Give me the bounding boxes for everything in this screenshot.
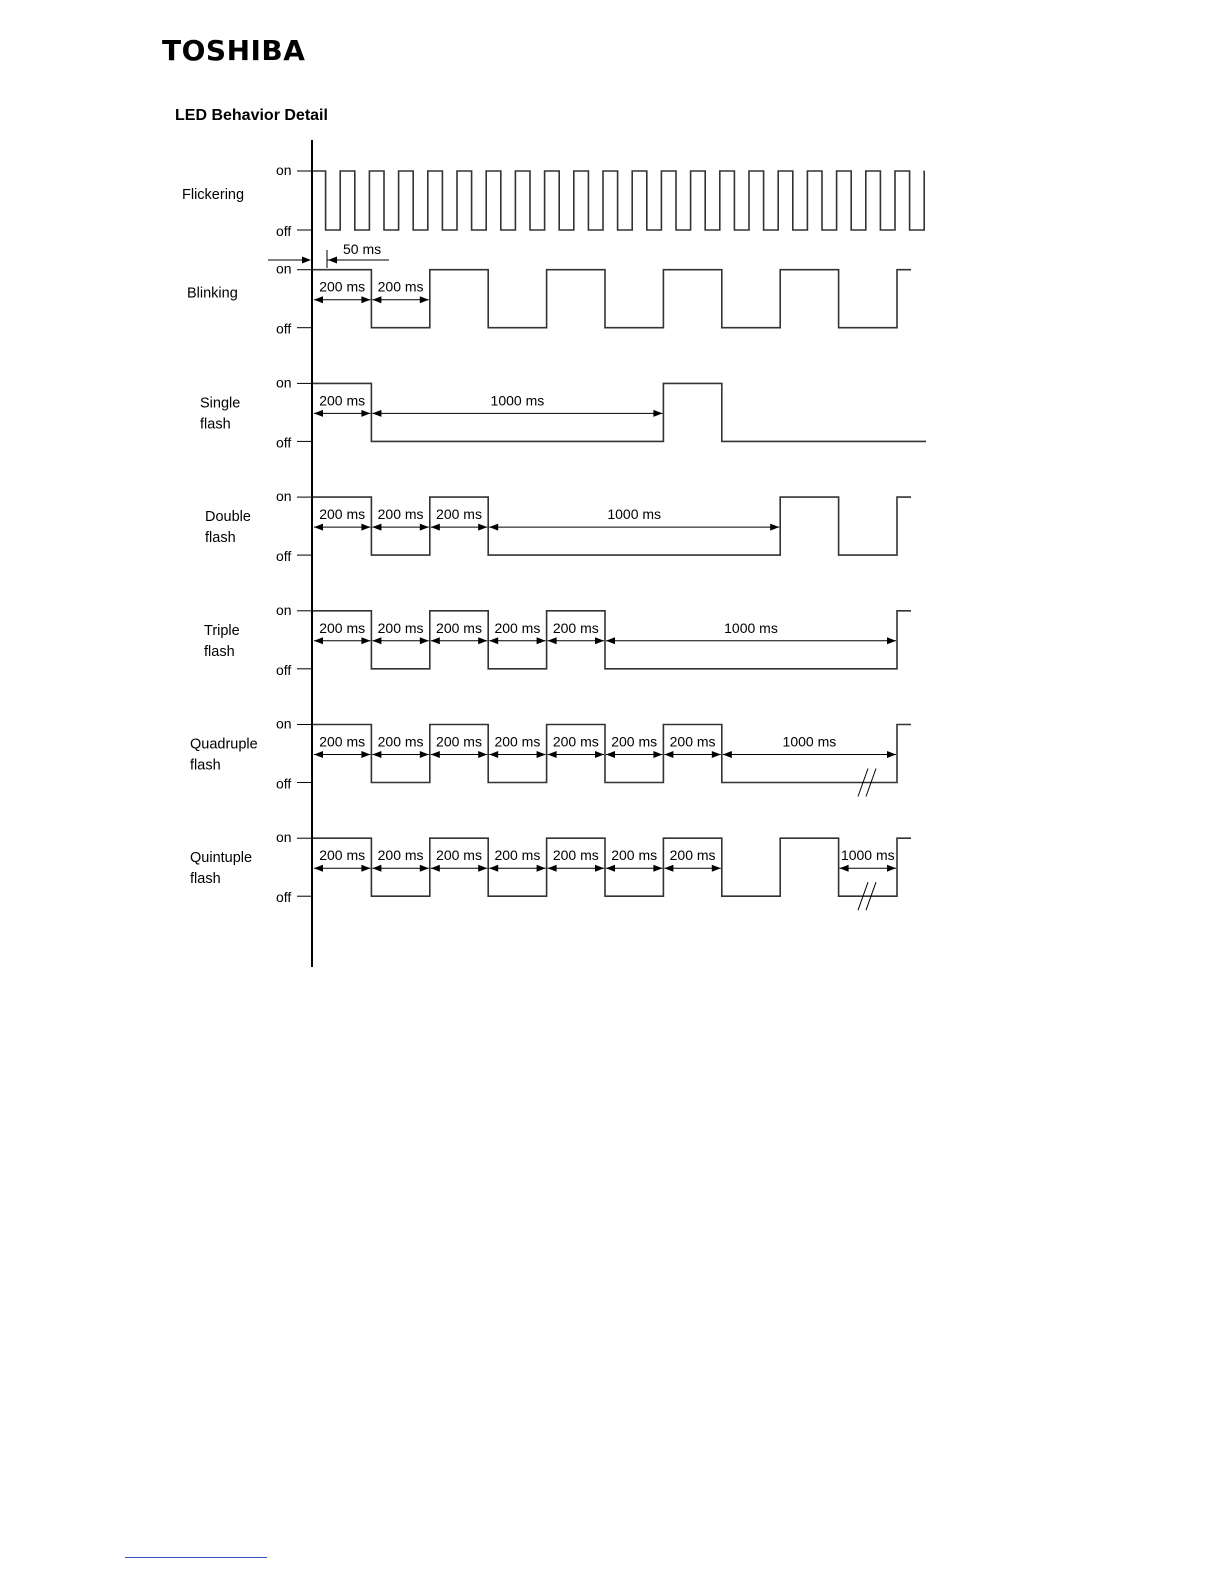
row-label-2: flash xyxy=(204,643,235,660)
waveform-row-7 xyxy=(190,829,911,910)
dim-right-arrowhead xyxy=(712,865,721,872)
dim-left-arrowhead xyxy=(314,637,323,644)
dim-right-arrowhead xyxy=(420,637,429,644)
off-level-label: off xyxy=(276,548,292,565)
dim-right-arrowhead xyxy=(420,296,429,303)
dimension-label: 200 ms xyxy=(377,733,424,750)
dim-right-arrowhead xyxy=(595,865,604,872)
dimension-label: 200 ms xyxy=(494,733,541,750)
dim-right-arrowhead xyxy=(361,865,370,872)
dim-left-arrowhead xyxy=(314,751,323,758)
dimension-label: 200 ms xyxy=(377,278,424,295)
dim-left-arrowhead xyxy=(489,751,498,758)
dim-right-arrowhead xyxy=(887,751,896,758)
dimension-label: 50 ms xyxy=(343,241,382,257)
flicker-dim-right-arrowhead xyxy=(302,257,311,264)
dimension-label: 200 ms xyxy=(319,847,366,864)
dim-left-arrowhead xyxy=(606,637,615,644)
dim-left-arrowhead xyxy=(431,524,440,531)
dim-left-arrowhead xyxy=(548,865,557,872)
dim-right-arrowhead xyxy=(361,296,370,303)
dimension-2 xyxy=(372,392,662,417)
dim-right-arrowhead xyxy=(537,751,546,758)
dim-left-arrowhead xyxy=(372,637,381,644)
row-label-1: Blinking xyxy=(187,285,238,302)
dim-left-arrowhead xyxy=(489,524,498,531)
off-level-label: off xyxy=(276,320,292,337)
dimension-label: 200 ms xyxy=(319,506,366,523)
on-level-label: on xyxy=(276,829,292,846)
dim-right-arrowhead xyxy=(712,751,721,758)
waveform-row-5 xyxy=(204,602,911,678)
dimension-label: 1000 ms xyxy=(840,847,895,864)
toshiba-logo: TOSHIBA xyxy=(162,34,306,67)
dimension-label: 200 ms xyxy=(552,733,599,750)
dim-left-arrowhead xyxy=(548,751,557,758)
dimension-1 xyxy=(314,279,370,304)
dim-left-arrowhead xyxy=(606,865,615,872)
dim-left-arrowhead xyxy=(372,410,381,417)
dim-left-arrowhead xyxy=(372,524,381,531)
dimension-6 xyxy=(606,620,896,645)
off-level-label: off xyxy=(276,223,292,239)
row-label-1: Quadruple xyxy=(190,736,258,753)
dim-right-arrowhead xyxy=(478,524,487,531)
waveform-trace xyxy=(313,171,924,230)
dimension-3 xyxy=(431,847,487,872)
row-label-1: Quintuple xyxy=(190,850,253,867)
dim-right-arrowhead xyxy=(653,410,662,417)
flicker-dim-left-arrowhead xyxy=(328,257,337,264)
dimension-label: 200 ms xyxy=(611,733,658,750)
dimension-1 xyxy=(314,392,370,417)
dim-left-arrowhead xyxy=(431,865,440,872)
dimension-2 xyxy=(372,279,428,304)
dimension-label: 1000 ms xyxy=(724,619,778,636)
dimension-label: 200 ms xyxy=(377,506,424,523)
row-label-2: flash xyxy=(200,416,231,433)
dim-right-arrowhead xyxy=(478,637,487,644)
off-level-label: off xyxy=(276,434,292,451)
dim-right-arrowhead xyxy=(361,524,370,531)
row-label-1: Triple xyxy=(204,622,240,639)
waveform-trace xyxy=(313,383,926,441)
dim-right-arrowhead xyxy=(537,865,546,872)
dim-left-arrowhead xyxy=(372,296,381,303)
dimension-2 xyxy=(372,734,428,759)
dimension-5 xyxy=(548,847,604,872)
dimension-label: 200 ms xyxy=(319,392,366,409)
dimension-6 xyxy=(606,847,662,872)
on-level-label: on xyxy=(276,488,292,505)
waveform-row-1 xyxy=(182,162,924,268)
row-label-1: Single xyxy=(200,395,241,412)
on-level-label: on xyxy=(276,715,292,732)
dim-left-arrowhead xyxy=(664,865,673,872)
row-label-1: Double xyxy=(205,509,251,526)
row-label-1: Flickering xyxy=(182,187,245,203)
dimension-7 xyxy=(664,847,720,872)
dim-left-arrowhead xyxy=(489,865,498,872)
waveform-row-3 xyxy=(200,374,926,450)
dimension-label: 200 ms xyxy=(436,733,482,750)
dim-left-arrowhead xyxy=(314,296,323,303)
dimension-label: 200 ms xyxy=(319,733,366,750)
dim-left-arrowhead xyxy=(489,637,498,644)
dim-left-arrowhead xyxy=(548,637,557,644)
dimension-label: 200 ms xyxy=(436,619,482,636)
dimension-1 xyxy=(314,734,370,759)
dim-left-arrowhead xyxy=(431,751,440,758)
dim-left-arrowhead xyxy=(314,865,323,872)
on-level-label: on xyxy=(276,260,292,277)
dim-right-arrowhead xyxy=(361,751,370,758)
dim-right-arrowhead xyxy=(887,637,896,644)
dim-left-arrowhead xyxy=(372,751,381,758)
dim-right-arrowhead xyxy=(478,751,487,758)
dim-right-arrowhead xyxy=(361,637,370,644)
dimension-label: 1000 ms xyxy=(607,506,662,523)
dim-right-arrowhead xyxy=(770,524,779,531)
dim-left-arrowhead xyxy=(840,865,849,872)
dimension-3 xyxy=(431,734,487,759)
dimension-label: 200 ms xyxy=(494,619,541,636)
dimension-label: 200 ms xyxy=(552,847,599,864)
dimension-label: 200 ms xyxy=(436,847,482,864)
dim-right-arrowhead xyxy=(537,637,546,644)
dim-right-arrowhead xyxy=(595,751,604,758)
dimension-label: 1000 ms xyxy=(490,392,545,409)
dimension-7 xyxy=(664,734,720,759)
dimension-4 xyxy=(489,620,545,645)
dimension-5 xyxy=(548,734,604,759)
dimension-label: 200 ms xyxy=(611,847,658,864)
dimension-2 xyxy=(372,620,428,645)
dimension-4 xyxy=(489,847,545,872)
figure-title: LED Behavior Detail xyxy=(175,107,328,124)
dimension-2 xyxy=(372,506,428,531)
dim-right-arrowhead xyxy=(420,865,429,872)
on-level-label: on xyxy=(276,162,292,178)
dimension-5 xyxy=(548,620,604,645)
dimension-4 xyxy=(489,734,545,759)
dimension-1 xyxy=(314,847,370,872)
dimension-1 xyxy=(314,620,370,645)
waveform-row-6 xyxy=(190,716,911,797)
dimension-label: 200 ms xyxy=(377,847,424,864)
dimension-3 xyxy=(431,506,487,531)
dimension-label: 200 ms xyxy=(377,619,424,636)
dimension-label: 200 ms xyxy=(669,733,716,750)
dim-right-arrowhead xyxy=(361,410,370,417)
dim-right-arrowhead xyxy=(420,751,429,758)
on-level-label: on xyxy=(276,374,292,391)
footnote-separator xyxy=(125,1557,267,1558)
dim-left-arrowhead xyxy=(606,751,615,758)
dim-left-arrowhead xyxy=(664,751,673,758)
dim-right-arrowhead xyxy=(595,637,604,644)
dimension-4 xyxy=(489,506,779,531)
dimension-label: 200 ms xyxy=(669,847,716,864)
dimension-label: 1000 ms xyxy=(782,733,837,750)
dimension-8 xyxy=(840,847,896,872)
off-level-label: off xyxy=(276,889,292,906)
dim-left-arrowhead xyxy=(372,865,381,872)
row-label-2: flash xyxy=(190,757,221,774)
dim-right-arrowhead xyxy=(653,865,662,872)
dim-left-arrowhead xyxy=(314,524,323,531)
dimension-1 xyxy=(314,506,370,531)
dim-right-arrowhead xyxy=(887,865,896,872)
dim-right-arrowhead xyxy=(478,865,487,872)
dimension-label: 200 ms xyxy=(436,506,482,523)
dim-left-arrowhead xyxy=(431,637,440,644)
dimension-8 xyxy=(723,734,896,759)
on-level-label: on xyxy=(276,601,292,618)
dimension-6 xyxy=(606,734,662,759)
dim-left-arrowhead xyxy=(723,751,732,758)
dim-left-arrowhead xyxy=(314,410,323,417)
dim-right-arrowhead xyxy=(653,751,662,758)
row-label-2: flash xyxy=(205,530,236,547)
waveform-row-4 xyxy=(205,488,911,564)
dimension-label: 200 ms xyxy=(319,619,366,636)
dimension-3 xyxy=(431,620,487,645)
row-label-2: flash xyxy=(190,871,221,888)
waveform-row-2 xyxy=(187,261,911,337)
dimension-label: 200 ms xyxy=(552,619,599,636)
dimension-2 xyxy=(372,847,428,872)
dimension-label: 200 ms xyxy=(319,278,366,295)
off-level-label: off xyxy=(276,775,292,792)
dim-right-arrowhead xyxy=(420,524,429,531)
off-level-label: off xyxy=(276,661,292,678)
dimension-label: 200 ms xyxy=(494,847,541,864)
